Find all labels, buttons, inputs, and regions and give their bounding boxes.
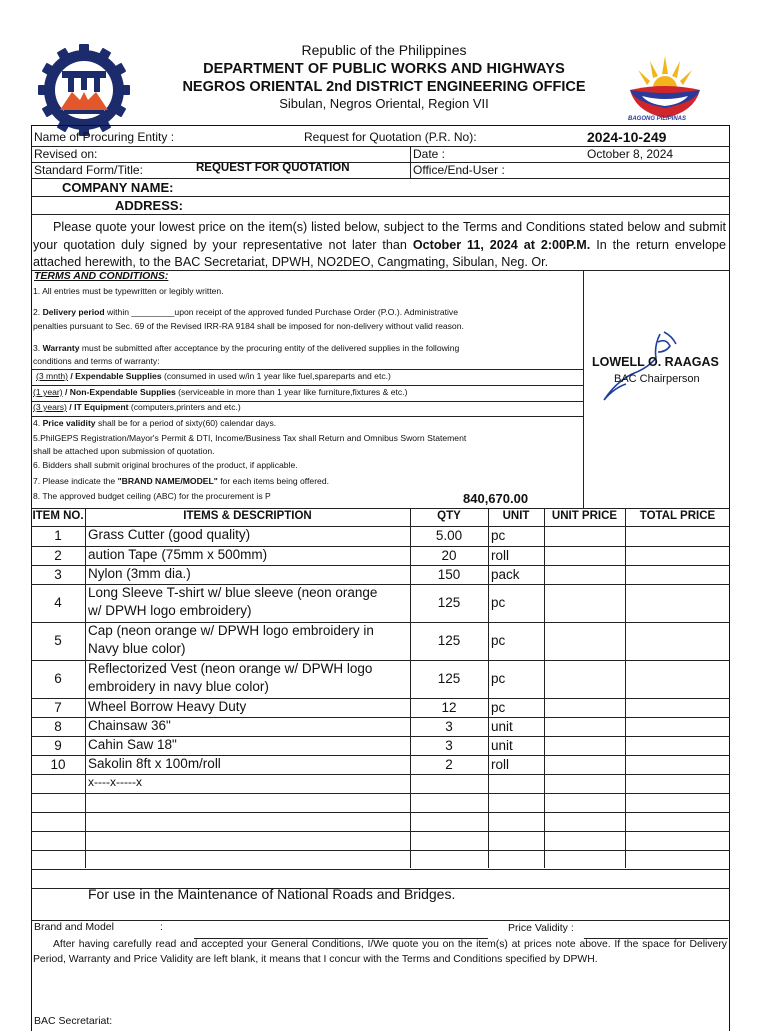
item-number: 10 [50, 756, 66, 772]
standard-form-value: REQUEST FOR QUOTATION [196, 162, 350, 174]
brand-model-label: Brand and Model [34, 921, 114, 933]
abc-amount: 840,670.00 [463, 491, 529, 506]
item-number: 7 [54, 699, 62, 715]
item-qty: 125 [437, 671, 461, 686]
revised-label: Revised on: [34, 147, 98, 161]
divider [31, 196, 730, 197]
signatory-name: LOWELL O. RAAGAS [592, 355, 719, 369]
item-number: 2 [54, 547, 62, 563]
item-description: Grass Cutter (good quality) [88, 527, 251, 542]
item-description-cont: w/ DPWH logo embroidery) [88, 603, 252, 618]
table-grid-line [625, 508, 626, 868]
item-description: Wheel Borrow Heavy Duty [88, 698, 247, 714]
table-header-cell: UNIT [502, 510, 530, 522]
warranty-non-expendable: (1 year) / Non-Expendable Supplies (serviceable in more than 1 year like furniture,fixtures & etc.) [33, 387, 408, 397]
rfq-number: 2024-10-249 [587, 129, 667, 145]
item-number: 9 [54, 737, 62, 753]
term-4: 4. Price validity shall be for a period of sixty(60) calendar days. [33, 418, 277, 428]
item-unit: pc [491, 633, 506, 648]
term-5-cont: shall be attached upon submission of quotation. [33, 446, 215, 456]
item-unit: unit [491, 737, 513, 753]
table-grid-line [488, 508, 489, 868]
item-qty: 3 [445, 737, 453, 753]
item-description: Long Sleeve T-shirt w/ blue sleeve (neon orange [88, 585, 378, 600]
item-description-cont: Navy blue color) [88, 641, 186, 656]
item-qty: 150 [437, 566, 461, 582]
item-number: 8 [54, 718, 62, 734]
item-qty: 2 [445, 756, 453, 772]
item-qty: 125 [437, 633, 461, 648]
address-label: ADDRESS: [115, 198, 183, 213]
table-header-cell: ITEMS & DESCRIPTION [183, 510, 312, 522]
table-header-cell: TOTAL PRICE [639, 510, 716, 522]
company-name-label: COMPANY NAME: [62, 180, 174, 195]
term-8: 8. The approved budget ceiling (ABC) for the procurement is P [33, 491, 271, 501]
term-3-cont: conditions and terms of warranty: [33, 356, 160, 366]
item-qty: 125 [437, 595, 461, 610]
table-header-cell: ITEM NO. [32, 510, 84, 522]
item-description: Sakolin 8ft x 100m/roll [88, 755, 221, 771]
table-grid-line [85, 508, 86, 868]
intro-text-continued: In the return envelope attached herewith, to the BAC Secretariat, DPWH, NO2DEO, Cangmating, Sibulan, Neg. Or. [33, 237, 726, 269]
intro-text: Please quote your lowest price on the item(s) listed below, subject to the Terms and Conditions stated below and submit your quotation duly signed by your representative not later than [33, 220, 726, 252]
term-2-cont: penalties pursuant to Sec. 69 of the Revised IRR-RA 9184 shall be imposed for non-delivery without valid reason. [33, 321, 464, 331]
item-number: 6 [54, 671, 62, 686]
item-description: Cap (neon orange w/ DPWH logo embroidery in [88, 623, 374, 638]
item-unit: pc [491, 595, 506, 610]
divider [410, 146, 411, 178]
term-2: 2. Delivery period within _________upon receipt of the approved funded Purchase Order (P.O.). Administrative [33, 307, 459, 317]
office-end-user-label: Office/End-User : [413, 163, 505, 177]
procuring-entity-label: Name of Procuring Entity : [34, 130, 175, 144]
item-description: Cahin Saw 18" [88, 736, 177, 752]
divider [31, 178, 730, 179]
item-description: Nylon (3mm dia.) [88, 565, 191, 581]
price-validity-label: Price Validity : [508, 922, 574, 934]
date-label: Date : [413, 147, 446, 161]
republic-heading: Republic of the Philippines [301, 42, 467, 58]
item-description: aution Tape (75mm x 500mm) [88, 546, 268, 562]
term-6: 6. Bidders shall submit original brochures of the product, if applicable. [33, 460, 298, 470]
term-5: 5.PhilGEPS Registration/Mayor's Permit & DTI, Income/Business Tax shall Return and Omnibus Sworn Statement [33, 433, 467, 443]
bac-secretariat-label: BAC Secretariat: [34, 1015, 113, 1027]
item-unit: pc [491, 671, 506, 686]
bagong-pilipinas-text: BAGONG PILIPINAS [628, 116, 687, 122]
item-unit: pc [491, 528, 506, 543]
item-description-cont: embroidery in navy blue color) [88, 679, 269, 694]
term-1: 1. All entries must be typewritten or legibly written. [33, 286, 224, 296]
intro-paragraph [33, 219, 726, 272]
item-qty: 5.00 [435, 528, 463, 543]
item-qty: 3 [445, 718, 453, 734]
warranty-expendable: (3 mnth) / Expendable Supplies (consumed in used w/in 1 year like fuel,spareparts and etc.) [36, 371, 391, 381]
item-qty: 12 [441, 699, 457, 715]
office-address: Sibulan, Negros Oriental, Region VII [279, 96, 489, 111]
item-description: Chainsaw 36" [88, 717, 171, 733]
table-header-cell: QTY [437, 510, 461, 522]
item-number: 3 [54, 566, 62, 582]
item-number: 1 [54, 528, 62, 543]
item-unit: roll [491, 547, 510, 563]
deadline-text: October 11, 2024 at 2:00P.M. [412, 237, 591, 252]
terms-heading: TERMS AND CONDITIONS: [34, 270, 169, 282]
acceptance-paragraph: After having carefully read and accepted your General Conditions, I/We quote you on the item(s) at prices note above. If the space for Delivery Period, Warranty and Price Validity are left blank, it means that I concur with the Terms and Conditions specified by DPWH. [33, 939, 727, 965]
warranty-it: (3 years) / IT Equipment (computers,printers and etc.) [33, 402, 241, 412]
divider [31, 416, 584, 417]
table-grid-line [410, 508, 411, 868]
item-unit: pc [491, 699, 506, 715]
purpose-text: For use in the Maintenance of National Roads and Bridges. [88, 886, 456, 902]
table-grid-line [31, 869, 730, 870]
table-header-cell: UNIT PRICE [551, 510, 618, 522]
office-heading: NEGROS ORIENTAL 2nd DISTRICT ENGINEERING OFFICE [182, 79, 586, 95]
item-unit: pack [491, 566, 520, 582]
divider [31, 369, 584, 370]
item-qty: 20 [441, 547, 457, 563]
department-heading: DEPARTMENT OF PUBLIC WORKS AND HIGHWAYS [203, 61, 565, 77]
item-number: 4 [54, 595, 62, 610]
term-3: 3. Warranty must be submitted after acceptance by the procuring entity of the delivered supplies in the following [33, 343, 460, 353]
term-7: 7. Please indicate the "BRAND NAME/MODEL" for each items being offered. [33, 476, 330, 486]
divider [31, 214, 730, 215]
divider [31, 920, 730, 921]
rfq-label: Request for Quotation (P.R. No): [304, 130, 477, 144]
table-grid-line [544, 508, 545, 868]
brand-model-colon: : [160, 921, 163, 933]
item-description: Reflectorized Vest (neon orange w/ DPWH logo [88, 661, 373, 676]
item-unit: roll [491, 756, 510, 772]
item-number: 5 [54, 633, 62, 648]
divider [31, 385, 584, 386]
signatory-title: BAC Chairperson [614, 373, 700, 385]
end-marker: x----x-----x [88, 775, 142, 789]
date-value: October 8, 2024 [587, 147, 674, 161]
divider [583, 270, 584, 508]
item-unit: unit [491, 718, 513, 734]
standard-form-label: Standard Form/Title: [34, 163, 143, 177]
